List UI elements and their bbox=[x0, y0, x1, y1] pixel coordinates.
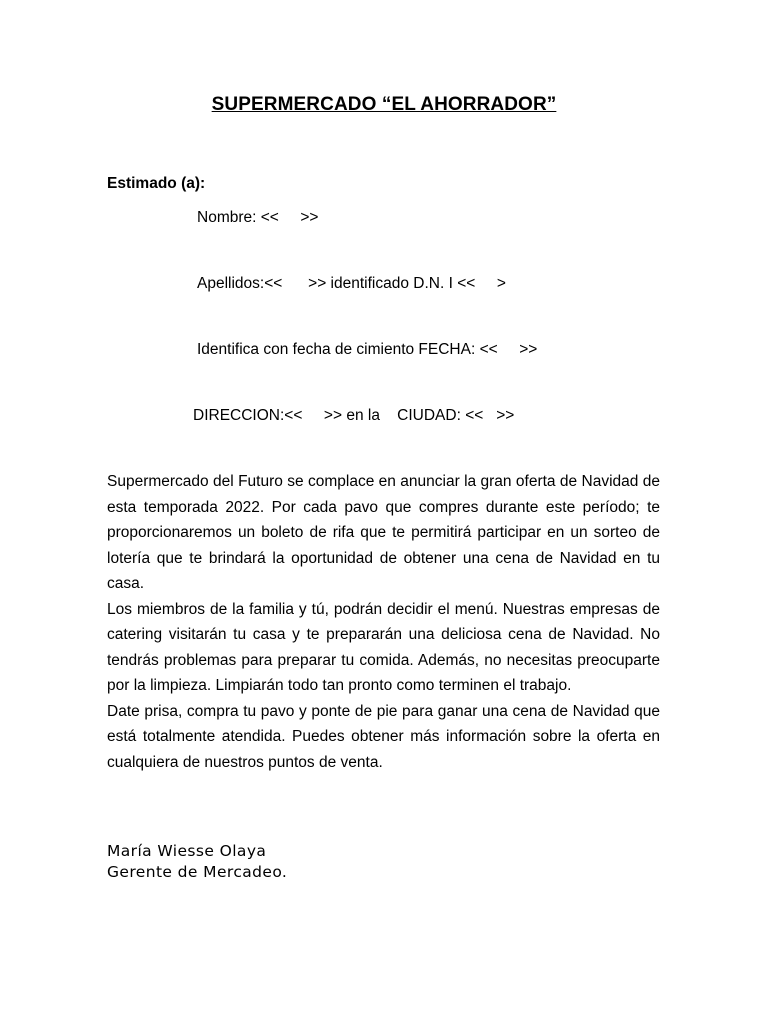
document-title: SUPERMERCADO “EL AHORRADOR” bbox=[211, 94, 557, 115]
paragraph: Los miembros de la familia y tú, podrán decidir el menú. Nuestras empresas de catering visitarán tu casa y te prepararán una deliciosa cena de Navidad. No tendrás problemas para preparar tu comida. Además, no necesitas preocuparte por la limpieza. Limpiarán todo tan pronto como terminen el trabajo. bbox=[107, 600, 660, 694]
field-apellidos: Apellidos:<< >> identificado D.N. I << > bbox=[197, 275, 506, 292]
salutation: Estimado (a): bbox=[107, 175, 206, 192]
paragraph: Date prisa, compra tu pavo y ponte de pie para ganar una cena de Navidad que está totalmente atendida. Puedes obtener más información sobre la oferta en cualquiera de nuestros puntos de venta. bbox=[107, 702, 660, 771]
field-direccion: DIRECCION:<< >> en la CIUDAD: << >> bbox=[193, 407, 515, 424]
field-nombre: Nombre: << >> bbox=[197, 209, 319, 226]
letter-body bbox=[107, 469, 660, 775]
field-fecha: Identifica con fecha de cimiento FECHA: << >> bbox=[197, 341, 538, 358]
paragraph: Supermercado del Futuro se complace en anunciar la gran oferta de Navidad de esta temporada 2022. Por cada pavo que compres durante este período; te proporcionaremos un boleto de rifa que te permitirá participar en un sorteo de lotería que te brindará la oportunidad de obtener una cena de Navidad en tu casa. bbox=[107, 473, 660, 592]
signature-position: Gerente de Mercadeo. bbox=[107, 863, 288, 881]
signature-block bbox=[107, 841, 287, 883]
signature-name: María Wiesse Olaya bbox=[107, 842, 267, 860]
